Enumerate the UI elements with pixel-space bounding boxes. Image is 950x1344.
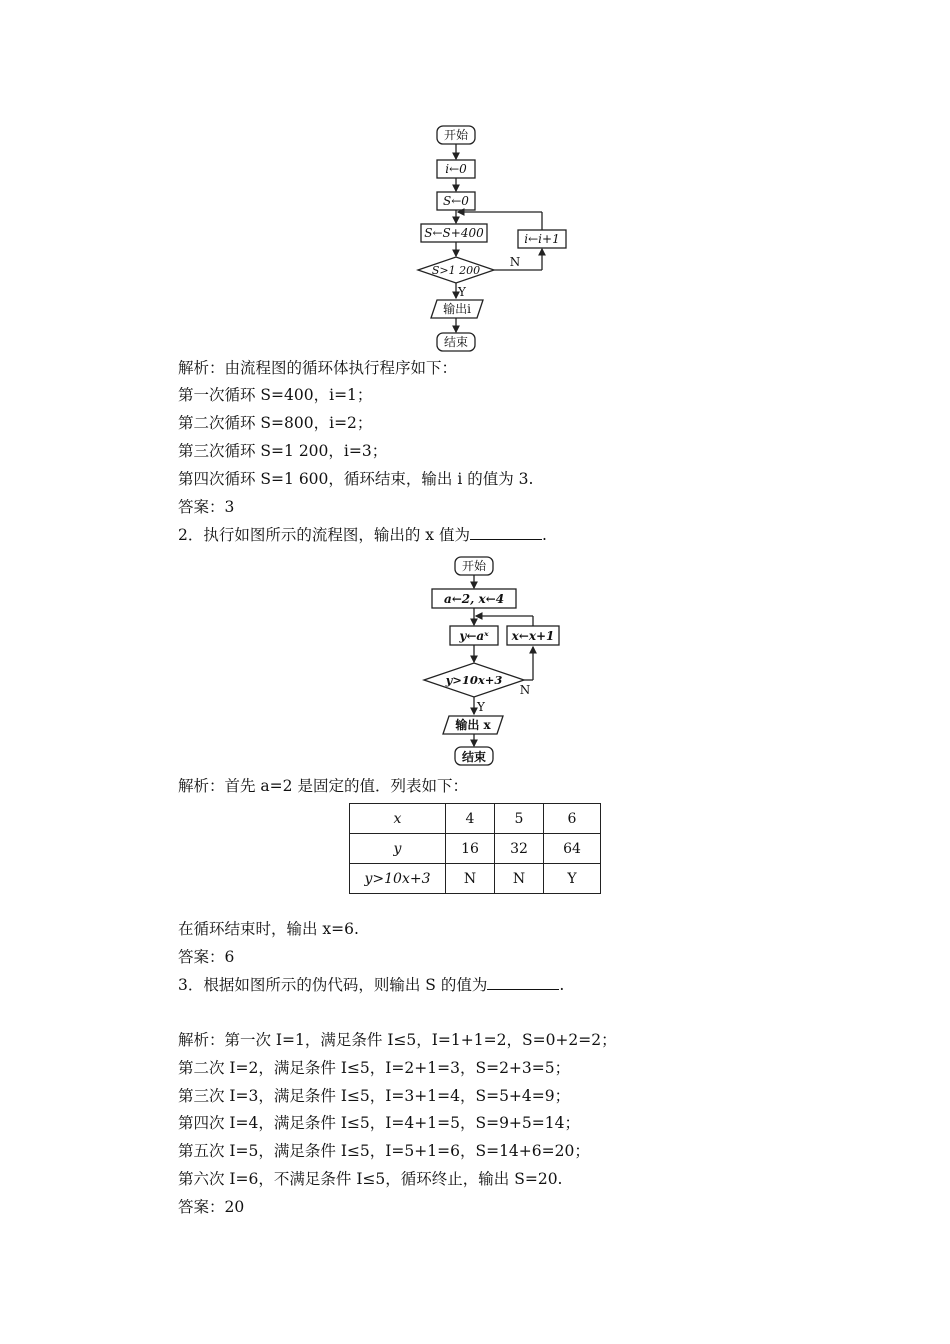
fc1-no-label: N <box>509 255 521 269</box>
table-cell: N <box>446 864 495 894</box>
question-3-text: 3．根据如图所示的伪代码，则输出 S 的值为 <box>178 976 488 994</box>
solution3-line-4: 第四次 I=4，满足条件 I≤5，I=4+1=5，S=9+5=14； <box>178 1114 580 1132</box>
flowchart-2 <box>410 552 590 772</box>
question-2-blank <box>470 525 542 540</box>
fc2-condition-label: y>10x+3 <box>445 673 503 687</box>
question-3-end: . <box>559 976 565 994</box>
fc1-end-label: 结束 <box>443 335 469 349</box>
fc1-output-label: 输出i <box>443 302 471 316</box>
question-2-text: 2．执行如图所示的流程图，输出的 x 值为 <box>178 526 470 544</box>
fc2-assign-y-label: y←aˣ <box>459 629 489 643</box>
solution3-line-3: 第三次 I=3，满足条件 I≤5，I=3+1=4，S=5+4=9； <box>178 1087 571 1105</box>
fc2-output-label: 输出 x <box>455 718 491 732</box>
fc2-yes-label: Y <box>477 700 485 714</box>
solution1-line-5: 第四次循环 S=1 600，循环结束，输出 i 的值为 3. <box>178 470 534 488</box>
table-row <box>350 834 601 864</box>
flowchart-1 <box>400 118 590 358</box>
value-table <box>349 803 601 894</box>
question-2-end: . <box>541 526 547 544</box>
table-cell: Y <box>544 864 601 894</box>
fc1-init-i-label: i←0 <box>445 162 467 176</box>
table-cell: 32 <box>495 834 544 864</box>
question-3-blank <box>487 975 559 990</box>
solution3-answer: 答案：20 <box>178 1198 245 1216</box>
fc2-end-label: 结束 <box>461 750 487 764</box>
solution1-line-3: 第二次循环 S=800，i=2； <box>178 414 373 432</box>
fc2-update-x-label: x←x+1 <box>511 629 555 643</box>
table-cell: 4 <box>446 804 495 834</box>
table-row <box>350 804 601 834</box>
solution3-line-1: 解析：第一次 I=1，满足条件 I≤5，I=1+1=2，S=0+2=2； <box>178 1031 617 1049</box>
table-cell: 6 <box>544 804 601 834</box>
solution2-answer: 答案：6 <box>178 948 235 966</box>
table-cell: y <box>350 834 446 864</box>
fc1-yes-label: Y <box>458 285 466 299</box>
question-2 <box>178 525 547 545</box>
table-cell: N <box>495 864 544 894</box>
fc1-condition-label: S>1 200 <box>431 264 481 277</box>
fc1-update-s-label: S←S+400 <box>424 226 484 240</box>
solution1-answer: 答案：3 <box>178 498 235 516</box>
solution3-line-2: 第二次 I=2，满足条件 I≤5，I=2+1=3，S=2+3=5； <box>178 1059 571 1077</box>
solution2-conclusion: 在循环结束时，输出 x=6. <box>178 920 359 938</box>
table-cell: 5 <box>495 804 544 834</box>
solution1-line-1: 解析：由流程图的循环体执行程序如下： <box>178 359 458 377</box>
solution1-line-4: 第三次循环 S=1 200，i=3； <box>178 442 388 460</box>
fc1-start-label: 开始 <box>443 128 469 142</box>
solution3-line-5: 第五次 I=5，满足条件 I≤5，I=5+1=6，S=14+6=20； <box>178 1142 590 1160</box>
solution1-line-2: 第一次循环 S=400，i=1； <box>178 386 373 404</box>
table-cell: 16 <box>446 834 495 864</box>
solution2-intro: 解析：首先 a=2 是固定的值．列表如下： <box>178 777 468 795</box>
fc1-init-s-label: S←0 <box>443 194 469 208</box>
question-3 <box>178 975 564 995</box>
fc2-no-label: N <box>519 683 531 697</box>
table-cell: 64 <box>544 834 601 864</box>
table-cell: y>10x+3 <box>350 864 446 894</box>
table-cell: x <box>350 804 446 834</box>
fc2-start-label: 开始 <box>461 559 487 573</box>
fc1-update-i-label: i←i+1 <box>524 232 560 246</box>
table-row <box>350 864 601 894</box>
solution3-line-6: 第六次 I=6，不满足条件 I≤5，循环终止，输出 S=20. <box>178 1170 563 1188</box>
fc2-init-label: a←2, x←4 <box>443 592 505 606</box>
